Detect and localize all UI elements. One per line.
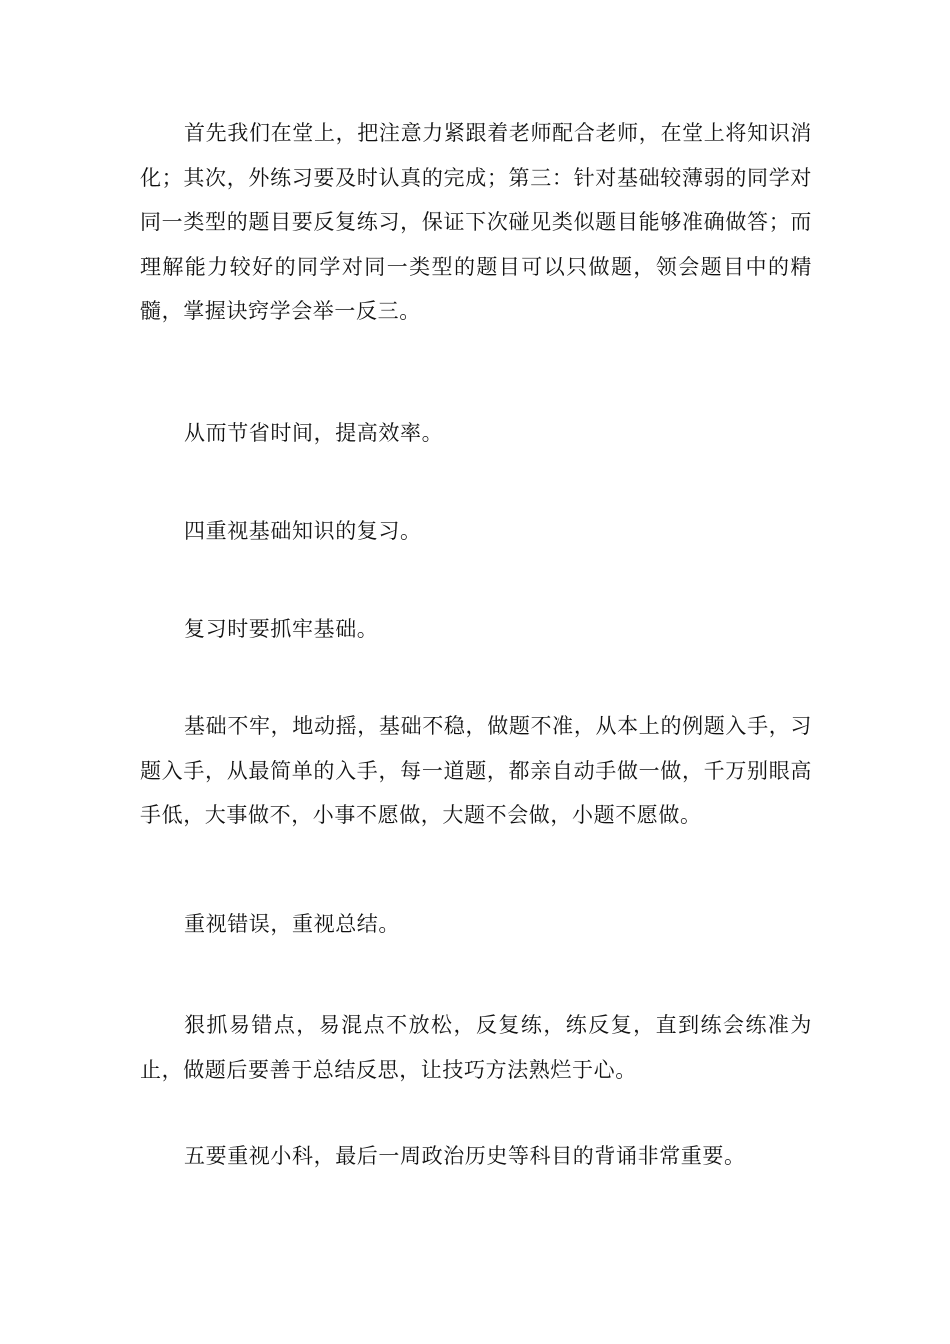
- paragraph-6: 重视错误，重视总结。: [184, 912, 400, 936]
- paragraph-3: 四重视基础知识的复习。: [184, 519, 422, 543]
- paragraph-7: 狠抓易错点，易混点不放松，反复练，练反复，直到练会练准为止，做题后要善于总结反思，让技巧方法熟烂于心。: [140, 1013, 812, 1082]
- paragraph-8: 五要重视小科，最后一周政治历史等科目的背诵非常重要。: [184, 1144, 746, 1168]
- paragraph-2: 从而节省时间，提高效率。: [184, 421, 444, 445]
- paragraph-1: 首先我们在堂上，把注意力紧跟着老师配合老师，在堂上将知识消化；其次，外练习要及时认真的完成；第三：针对基础较薄弱的同学对同一类型的题目要反复练习，保证下次碰见类似题目能够准确做答；而理解能力较好的同学对同一类型的题目可以只做题，领会题目中的精髓，掌握诀窍学会举一反三。: [140, 121, 812, 323]
- paragraph-4: 复习时要抓牢基础。: [184, 617, 379, 641]
- paragraph-5: 基础不牢，地动摇，基础不稳，做题不准，从本上的例题入手，习题入手，从最简单的入手，每一道题，都亲自动手做一做，千万别眼高手低，大事做不，小事不愿做，大题不会做，小题不愿做。: [140, 714, 812, 827]
